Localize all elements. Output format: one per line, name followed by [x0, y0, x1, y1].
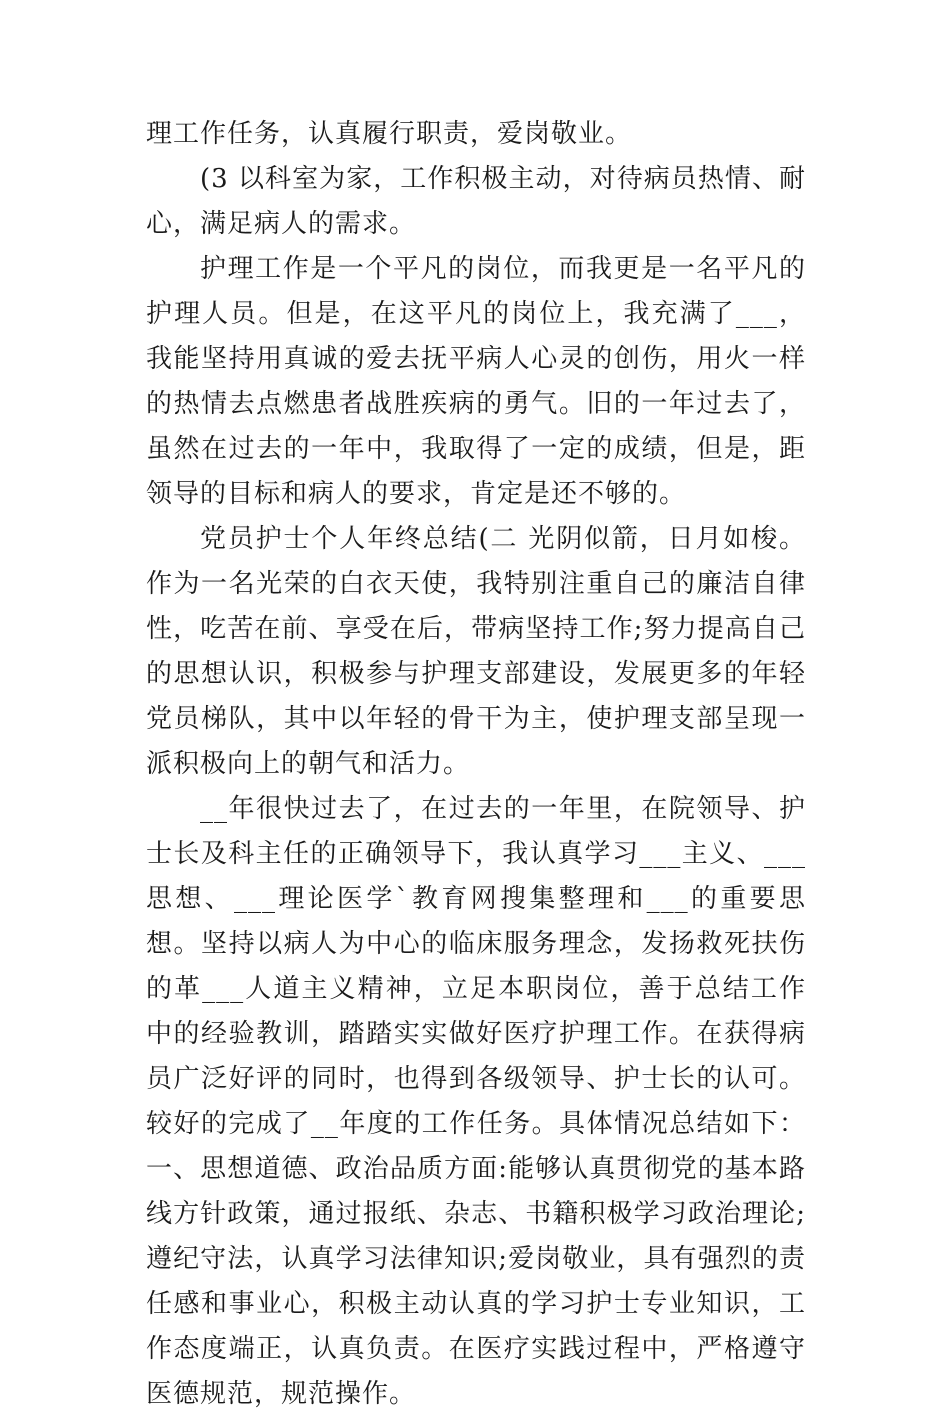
paragraph-3: 护理工作是一个平凡的岗位，而我更是一名平凡的护理人员。但是，在这平凡的岗位上，我充满了___，我能坚持用真诚的爱去抚平病人心灵的创伤，用火一样的热情去点燃患者战胜疾病的勇气。旧的一年过去了，虽然在过去的一年中，我取得了一定的成绩，但是，距领导的目标和病人的要求，肯定是还不够的。 [146, 254, 806, 509]
document-body [146, 112, 806, 1417]
paragraph-2: (3 以科室为家，工作积极主动，对待病员热情、耐心，满足病人的需求。 [146, 164, 806, 239]
paragraph-5: __年很快过去了，在过去的一年里，在院领导、护士长及科主任的正确领导下，我认真学习___主义、___思想、___理论医学`教育网搜集整理和___的重要思想。坚持以病人为中心的临床服务理念，发扬救死扶伤的革___人道主义精神，立足本职岗位，善于总结工作中的经验教训，踏踏实实做好医疗护理工作。在获得病员广泛好评的同时，也得到各级领导、护士长的认可。较好的完成了__年度的工作任务。具体情况总结如下：一、思想道德、政治品质方面:能够认真贯彻党的基本路线方针政策，通过报纸、杂志、书籍积极学习政治理论;遵纪守法，认真学习法律知识;爱岗敬业，具有强烈的责任感和事业心，积极主动认真的学习护士专业知识，工作态度端正，认真负责。在医疗实践过程中，严格遵守医德规范，规范操作。 [146, 794, 806, 1409]
paragraph-1: 理工作任务，认真履行职责，爱岗敬业。 [146, 119, 633, 149]
paragraph-4: 党员护士个人年终总结(二 光阴似箭，日月如梭。作为一名光荣的白衣天使，我特别注重自己的廉洁自律性，吃苦在前、享受在后，带病坚持工作;努力提高自己的思想认识，积极参与护理支部建设，发展更多的年轻党员梯队，其中以年轻的骨干为主，使护理支部呈现一派积极向上的朝气和活力。 [146, 524, 806, 779]
